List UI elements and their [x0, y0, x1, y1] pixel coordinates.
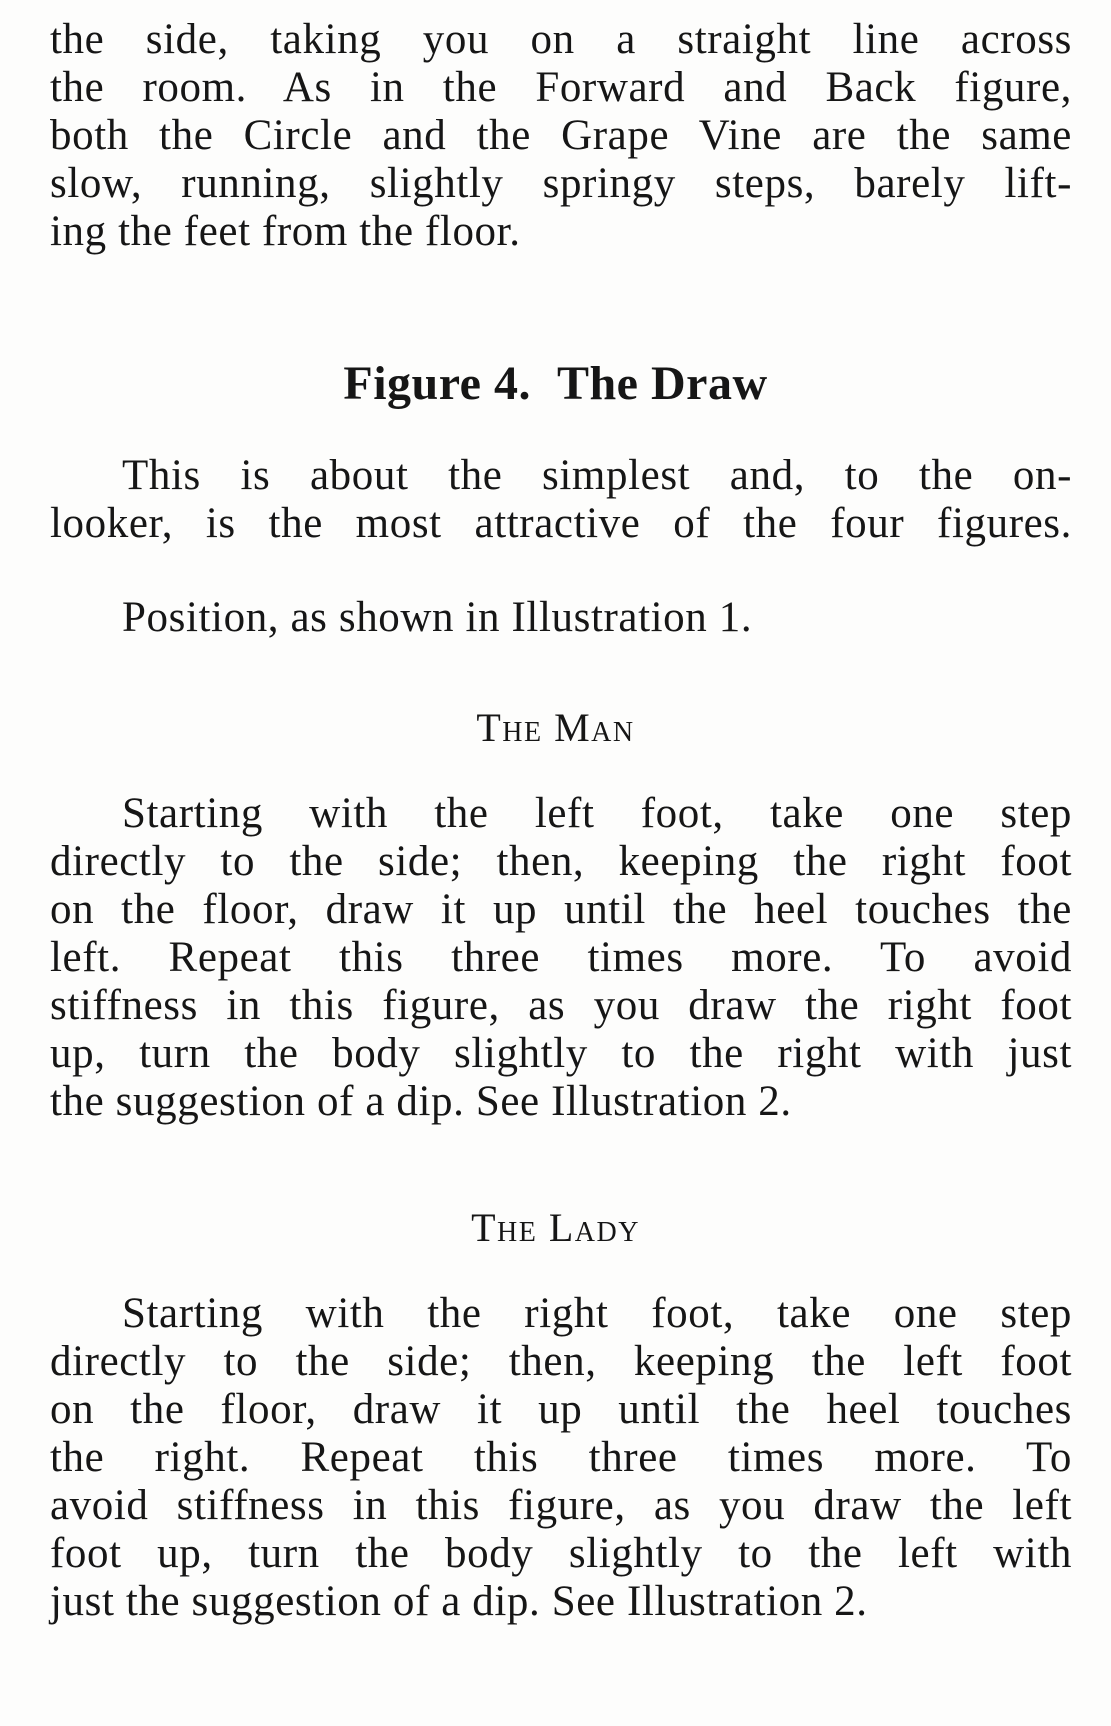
text-line: stiffness in this figure, as you draw the right foot [50, 982, 1072, 1029]
text-line: on the floor, draw it up until the heel touches the [50, 886, 1072, 933]
text-line: Starting with the left foot, take one step [122, 790, 1072, 837]
man-paragraph [50, 790, 1072, 1126]
text-line: both the Circle and the Grape Vine are the same [50, 112, 1072, 159]
text-line: the right. Repeat this three times more. To [50, 1434, 1072, 1481]
text-line: Position, as shown in Illustration 1. [122, 594, 753, 641]
text-line: on the floor, draw it up until the heel touches [50, 1386, 1072, 1433]
lady-paragraph [50, 1290, 1072, 1626]
text-line: looker, is the most attractive of the four figures. [50, 500, 1072, 547]
text-line: slow, running, slightly springy steps, barely lift- [50, 160, 1072, 207]
text-line: ing the feet from the floor. [50, 208, 521, 255]
intro-paragraph [50, 452, 1072, 548]
text-line: the suggestion of a dip. See Illustration 2. [50, 1078, 792, 1125]
figure-number: Figure 4. [343, 357, 531, 410]
text-line: foot up, turn the body slightly to the left with [50, 1530, 1072, 1577]
text-line: just the suggestion of a dip. See Illustration 2. [50, 1578, 868, 1625]
position-paragraph [50, 594, 1072, 642]
opening-paragraph [50, 16, 1072, 256]
figure-title: The Draw [556, 357, 768, 410]
man-heading: The Man [476, 705, 635, 750]
lady-heading: The Lady [471, 1205, 640, 1250]
text-line: avoid stiffness in this figure, as you draw the left [50, 1482, 1072, 1529]
text-line: directly to the side; then, keeping the left foot [50, 1338, 1072, 1385]
text-line: the side, taking you on a straight line across [50, 16, 1072, 63]
text-line: directly to the side; then, keeping the right foot [50, 838, 1072, 885]
figure-heading [0, 356, 1111, 411]
text-line: left. Repeat this three times more. To avoid [50, 934, 1072, 981]
text-line: Starting with the right foot, take one step [122, 1290, 1072, 1337]
text-line: up, turn the body slightly to the right with just [50, 1030, 1072, 1077]
text-line: the room. As in the Forward and Back figure, [50, 64, 1072, 111]
text-line: This is about the simplest and, to the on- [122, 452, 1072, 499]
